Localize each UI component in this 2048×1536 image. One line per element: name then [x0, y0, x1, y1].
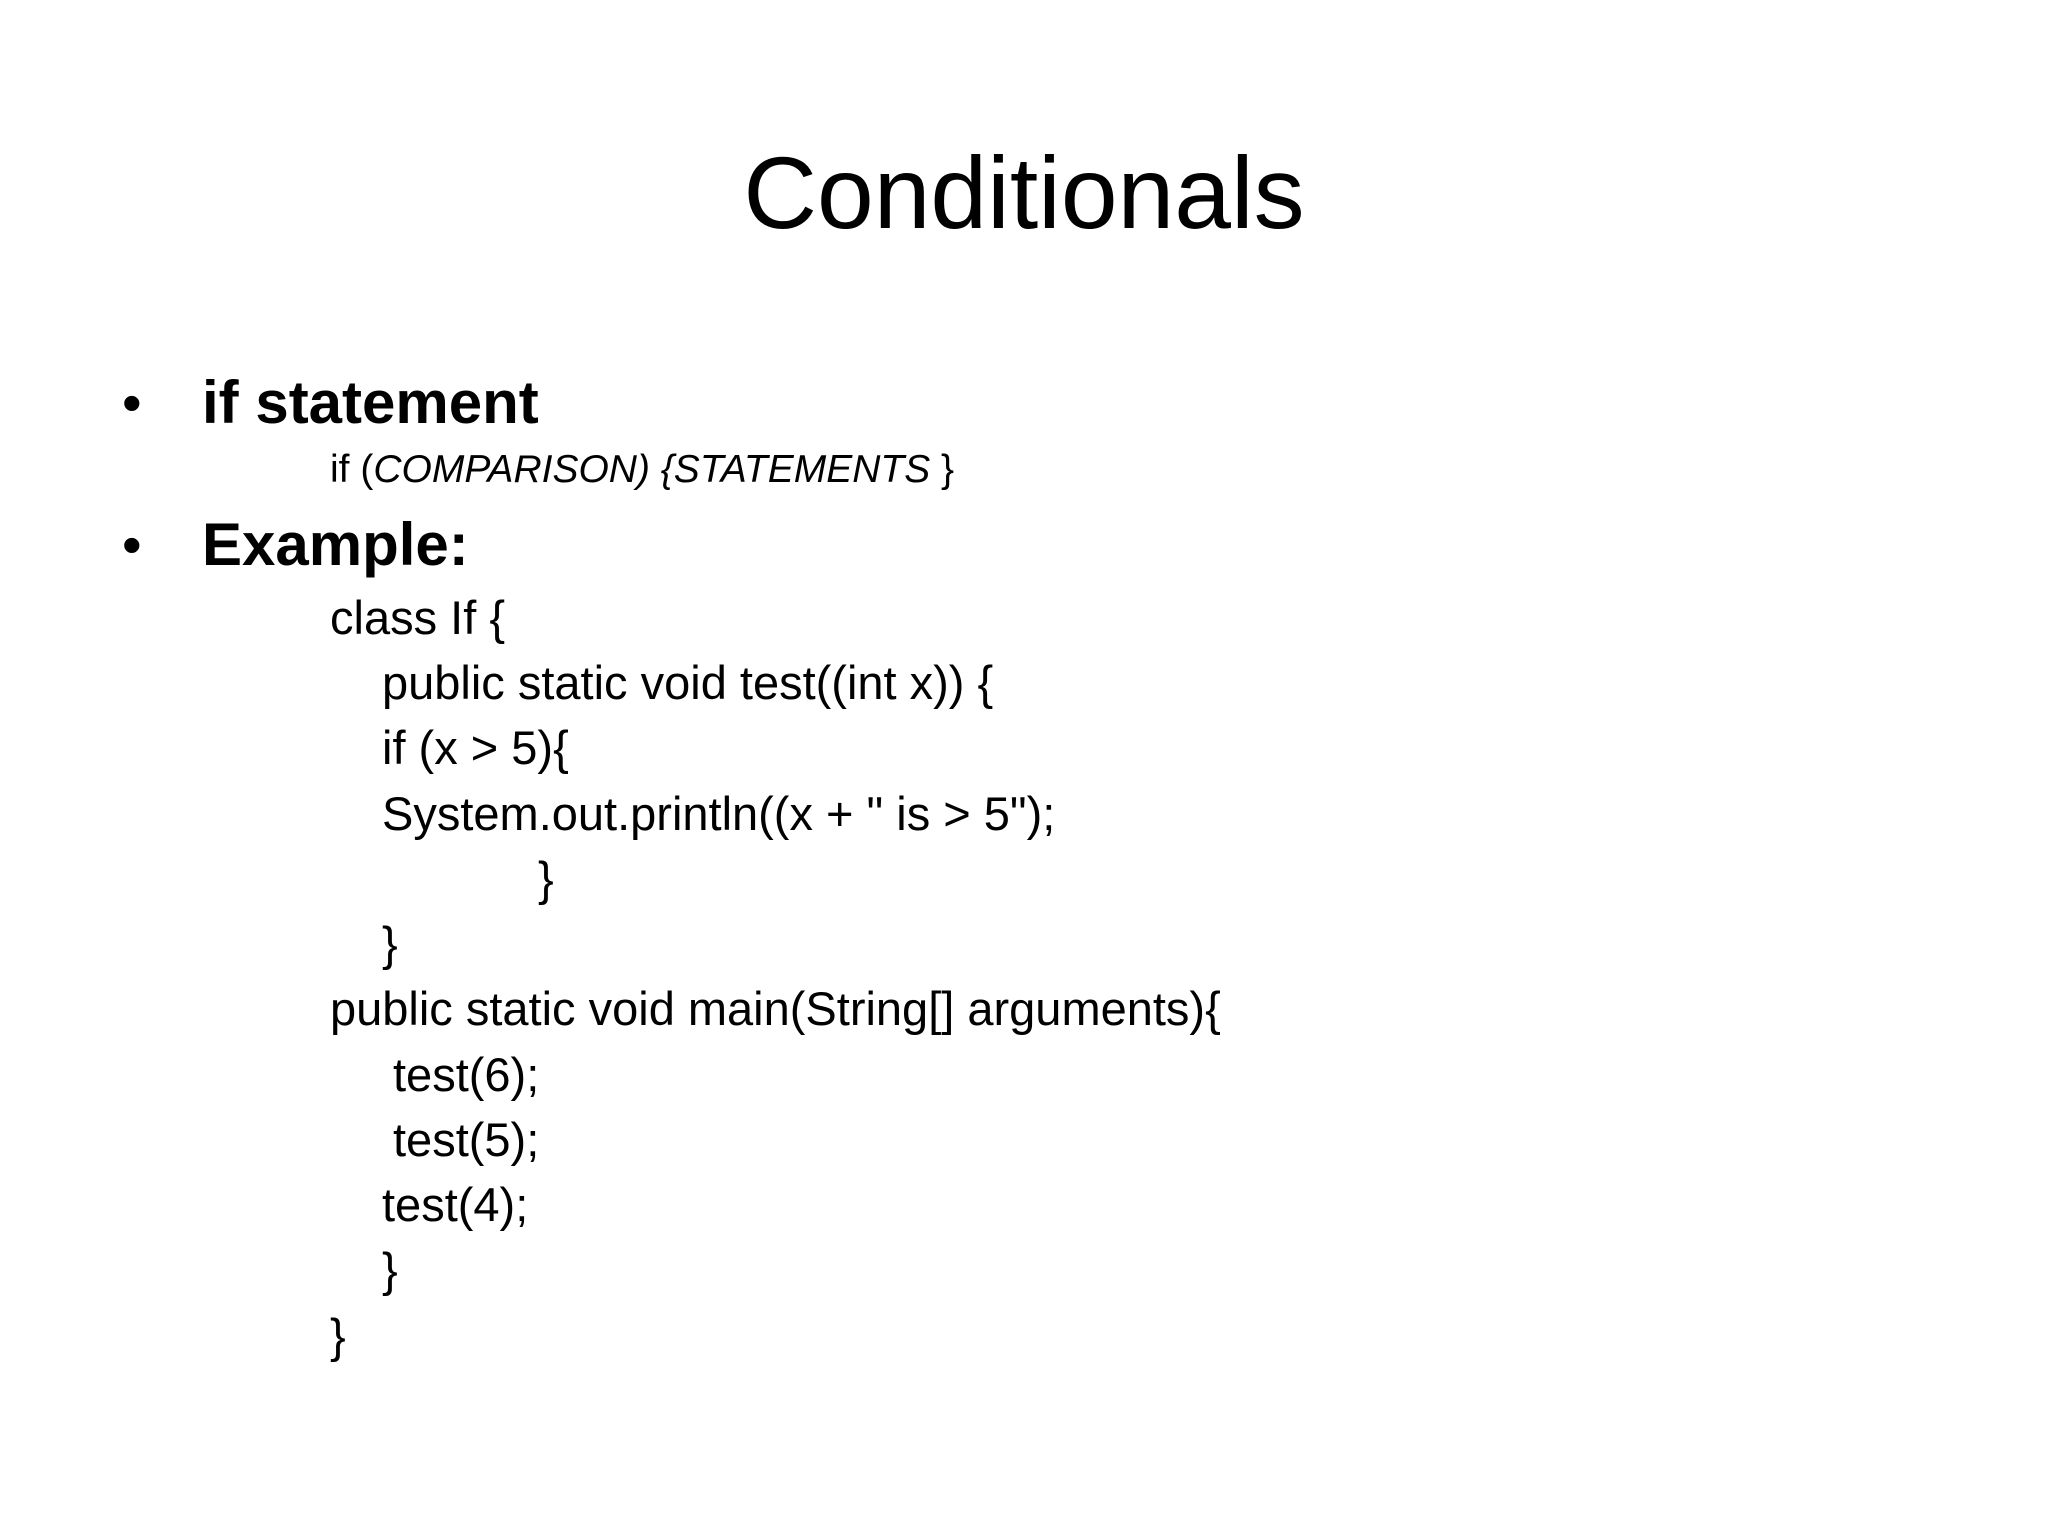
code-line: if (x > 5){ [382, 721, 569, 774]
code-line: test(6); [393, 1048, 540, 1101]
code-line: test(5); [393, 1113, 540, 1166]
code-line: System.out.println((x + " is > 5"); [382, 787, 1056, 840]
code-line: test(4); [382, 1178, 529, 1231]
slide-title: Conditionals [743, 136, 1305, 250]
syntax-comparison: COMPARISON) {STATEMENTS [373, 448, 931, 491]
code-line: } [538, 852, 554, 905]
syntax-prefix: if ( [330, 448, 374, 491]
code-line: public static void test((int x)) { [382, 656, 994, 709]
bullet-label: Example: [202, 511, 469, 578]
code-line: public static void main(String[] arguments){ [330, 982, 1221, 1035]
syntax-suffix: } [930, 448, 955, 491]
bullet-marker: • [122, 371, 142, 434]
code-line: } [330, 1309, 346, 1362]
code-line: } [382, 1243, 398, 1296]
code-line: class If { [330, 591, 506, 644]
bullet-label: if statement [202, 369, 539, 436]
bullet-marker: • [122, 513, 142, 576]
code-line: } [382, 917, 398, 970]
